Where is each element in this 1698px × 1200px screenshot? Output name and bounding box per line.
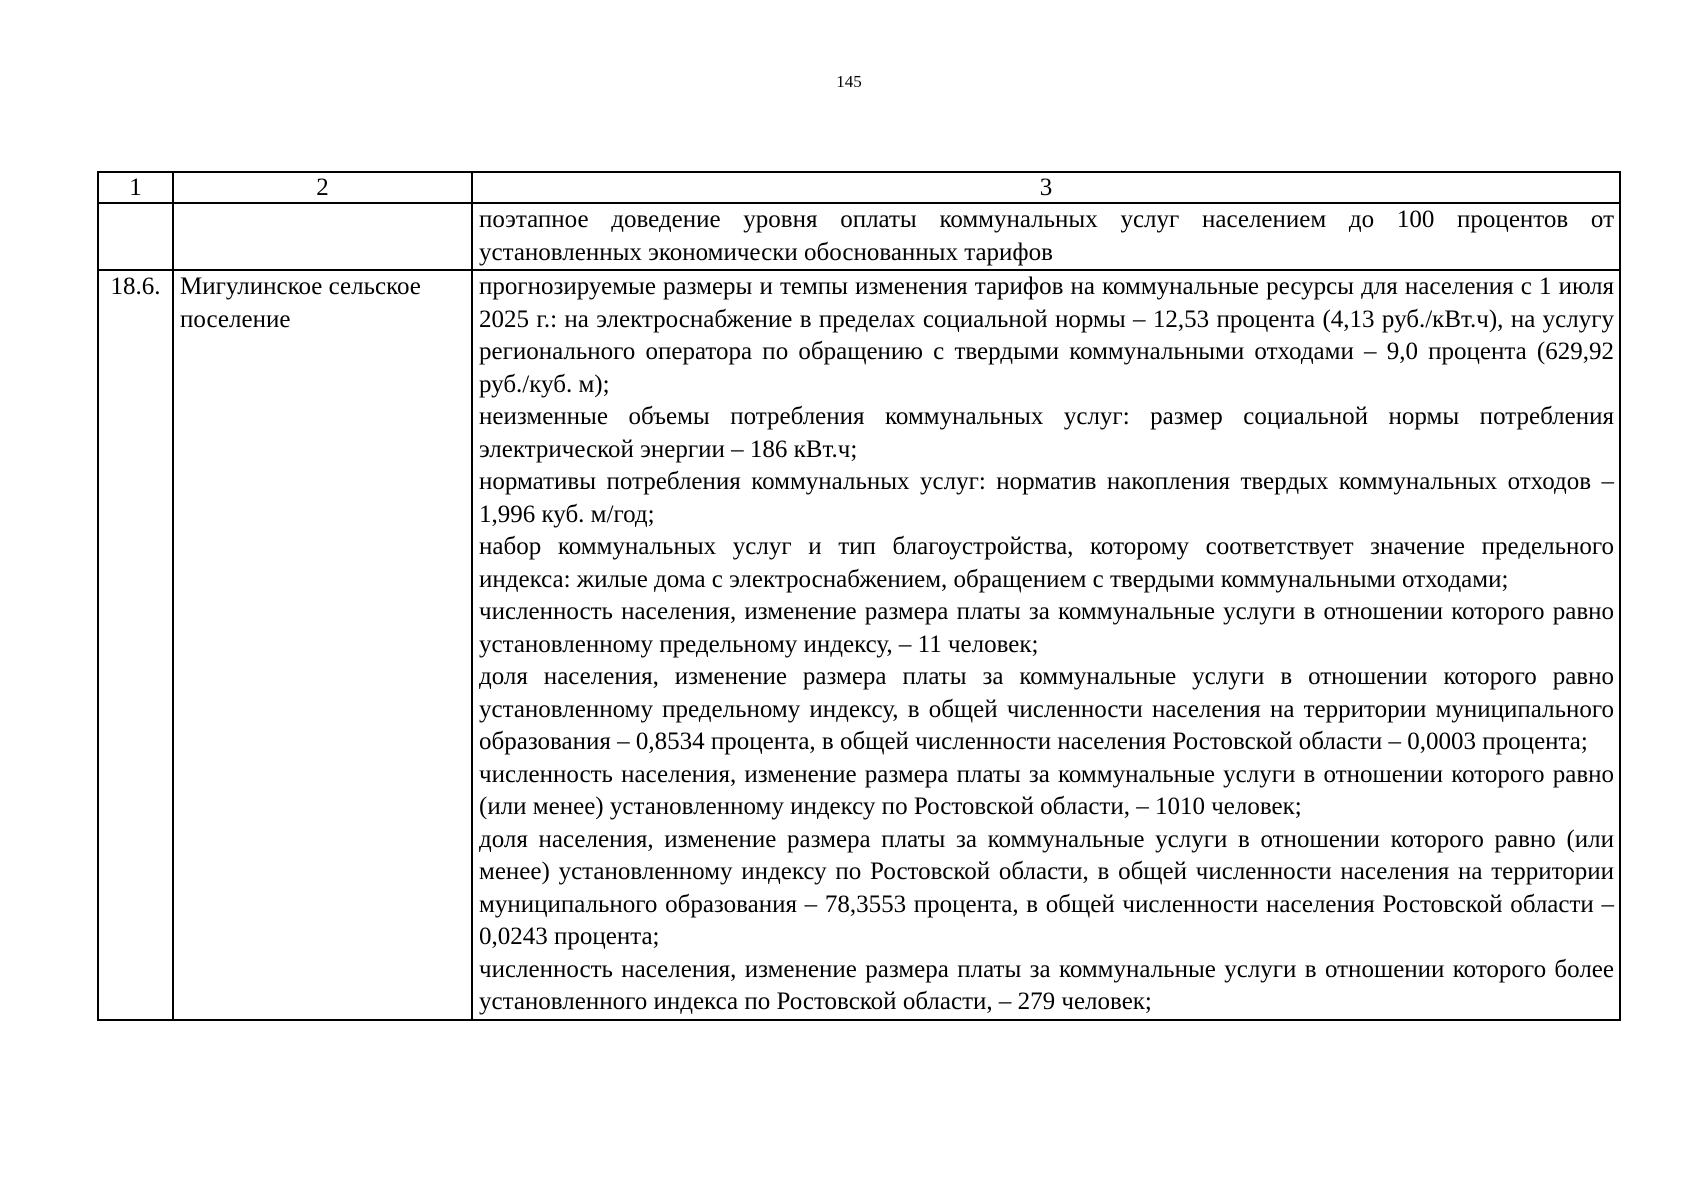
continuation-text-cell [472, 203, 1620, 270]
continuation-row [98, 203, 1620, 270]
table-header-row [98, 172, 1620, 203]
settlement-name: Мигулинское сельское поселение [173, 270, 472, 1020]
header-cell-3: 3 [472, 172, 1620, 203]
paragraph-population-above: численность населения, изменение размера платы за коммунальные услуги в отношении которого более установленного индекса по Ростовской области, – 279 человек; [479, 955, 1614, 1015]
tariff-table [97, 171, 1621, 1021]
continuation-number-cell [98, 203, 173, 270]
continuation-name-cell [173, 203, 472, 270]
header-cell-2: 2 [173, 172, 472, 203]
header-cell-1: 1 [98, 172, 173, 203]
table-row [98, 270, 1620, 1020]
paragraph-services-set: набор коммунальных услуг и тип благоустройства, которому соответствует значение предельного индекса: жилые дома с электроснабжением, обращением с твердыми коммунальными отходами; [479, 533, 1614, 593]
continuation-paragraph: поэтапное доведение уровня оплаты коммунальных услуг населением до 100 процентов от установленных экономически обоснованных тарифов [479, 206, 1614, 266]
paragraph-consumption-volumes: неизменные объемы потребления коммунальных услуг: размер социальной нормы потребления электрической энергии – 186 кВт.ч; [479, 403, 1614, 463]
row-text-cell [472, 270, 1620, 1020]
paragraph-population-equal: численность населения, изменение размера платы за коммунальные услуги в отношении которого равно установленному предельному индексу, – 11 человек; [479, 598, 1614, 658]
paragraph-share-equal: доля населения, изменение размера платы за коммунальные услуги в отношении которого равно установленному предельному индексу, в общей численности населения на территории муниципального образования – 0,8534 процента, в общей численности населения Ростовской области – 0,0003 процента; [479, 663, 1614, 755]
paragraph-tariff-forecast: прогнозируемые размеры и темпы изменения тарифов на коммунальные ресурсы для населения с 1 июля 2025 г.: на электроснабжение в пределах социальной нормы – 12,53 процента (4,13 руб./кВт.ч), на услугу регионального оператора по обращению с твердыми коммунальными отходами – 9,0 процента (629,92 руб./куб. м); [479, 273, 1614, 398]
row-number: 18.6. [98, 270, 173, 1020]
paragraph-share-equal-or-less: доля населения, изменение размера платы за коммунальные услуги в отношении которого равно (или менее) установленному индексу по Ростовской области, в общей численности населения на территории муниципального образования – 78,3553 процента, в общей численности населения Ростовской области – 0,0243 процента; [479, 825, 1614, 950]
paragraph-consumption-norms: нормативы потребления коммунальных услуг: норматив накопления твердых коммунальных отходов – 1,996 куб. м/год; [479, 468, 1614, 528]
page-number: 145 [836, 72, 862, 91]
paragraph-population-equal-or-less: численность населения, изменение размера платы за коммунальные услуги в отношении которого равно (или менее) установленному индексу по Ростовской области, – 1010 человек; [479, 760, 1614, 820]
